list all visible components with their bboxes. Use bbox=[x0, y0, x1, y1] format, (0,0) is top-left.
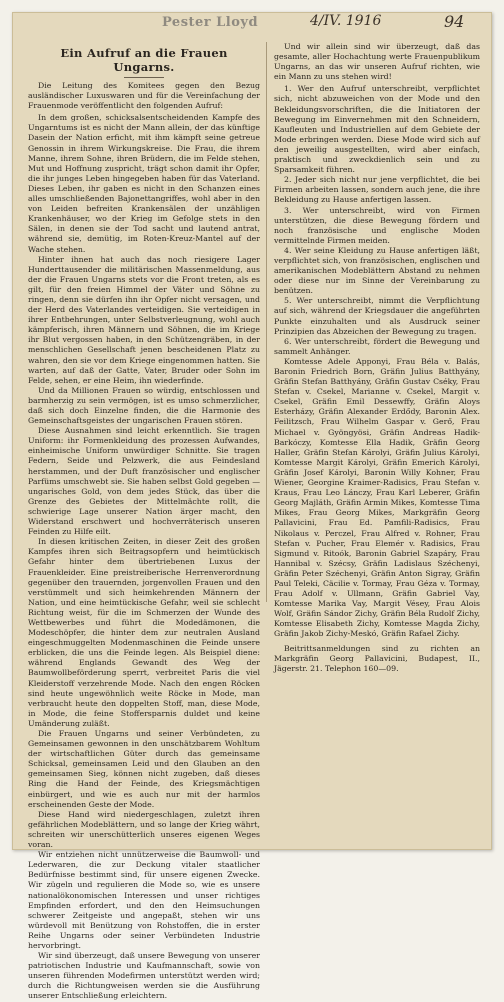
handwritten-date: 4/IV. 1916 bbox=[310, 13, 382, 29]
registration-note: Beitrittsanmeldungen sind zu richten an Markgräfin Georg Pallavicini, Budapest, II., Jägerstr. 21. Telephon 160—09. bbox=[274, 643, 480, 673]
article-paragraph: Hinter ihnen hat auch das noch riesigere Lager Hunderttausender die militärischen Massenmeldung, aus der die Frauen Ungarns stets vor die Front treten, als es gilt, für den freien Himmel der Väter und Söhne zu ringen, denn sie dürfen ihn ihr Opfer nicht versagen, und der Herd des Vaterlandes verteidigen. Sie verteidigen in ihrer Entbehrungen, unter Selbstverleugnung, wohl auch kämpferisch, ihren Männern und Söhnen, die im Kriege ihr Blut vergossen haben, in den Schützengräben, in der menschlichen Gesellschaft jenen bescheidenen Platz zu wahren, den sie vor dem Kriege eingenommen hatten. Sie warten, auf daß der Gatte, Vater, Bruder oder Sohn im Felde, sehen, er eine Heim, ihn wiederfinde. bbox=[28, 254, 260, 385]
pledge-point: 2. Jeder sich nicht nur jene verpflichtet, die bei Firmen arbeiten lassen, sondern auch jene, die ihre Bekleidung zu Hause anfertigen lassen. bbox=[274, 175, 480, 205]
right-intro: Und wir allein sind wir überzeugt, daß das gesamte, aller Hochachtung werte Frauenpublikum Ungarns, an das wir unseren Aufruf richten, wie ein Mann zu uns stehen wird! bbox=[274, 42, 480, 82]
article-paragraph: Diese Ausnahmen sind leicht erkenntlich. Sie tragen Uniform: ihr Formenkleidung des prozessen Aufwandes, einheimische Uniform unwürdiger Schnitte. Sie tragen Federn, Seide und Pelzwerk, die aus Feindesland herstammen, und der Duft französischer und englischer Parfüms umschwebt sie. Sie haben selbst Gold gegeben — ungarisches Gold, von dem jedes Stück, das über die Grenze des Gebietes der Mittelmächte rollt, die schwierige Lage unserer Nation ärger macht, den Widerstand erschwert und hochverräterisch unseren Feinden zu Hilfe eilt. bbox=[28, 426, 260, 537]
pledge-point: 6. Wer unterschreibt, fördert die Bewegung und sammelt Anhänger. bbox=[274, 336, 480, 356]
article-paragraph: Die Frauen Ungarns und seiner Verbündeten, zu Gemeinsamen gewonnen in den unschätzbarem Wohltum der wirtschaftlichen Güter durch das gemeinsame Schicksal, gemeinsamen Leid und den Glauben an den gemeinsamen Sieg, können nicht zugeben, daß dieses Ring die Hand der Feinde, des Kriegsmächtigen einbürgert, und wie es auch nur mit der harmlos erscheinenden Geste der Mode. bbox=[28, 729, 260, 809]
pledge-point: 1. Wer den Aufruf unterschreibt, verpflichtet sich, nicht abzuweichen von der Mode und den Bekleidungsvorschriften, die die Initiatoren der Bewegung im Einvernehmen mit den Schneidern, Kaufleuten und Industriellen auf dem Gebiete der Mode erbringen werden. Diese Mode wird sich auf den jeweilig ausgestellten, wird aber einfach, praktisch und zweckdienlich sein und zu Sparsamkeit führen. bbox=[274, 84, 480, 175]
article-paragraph: In diesen kritischen Zeiten, in dieser Zeit des großen Kampfes ihren sich Beitragsopfern und heimtückisch Gefahr hinter dem übertriebenen Luxus der Frauenkleider. Eine preistreiberische Herrenverordnung gegenüber den trauernden, jorgenvollen Frauen und den verstümmelt und sich heimkehrenden Männern der Nation, und eine heimtückische Gefahr, weil sie schlecht Richtung weist, für die im Schmerzen der Wunde des Wettbewerbes und führt die Modedämonen, die Modeschöpfer, die hinter dem zur neutralen Ausland eingeschmuggelten Modenmaschinen die Feinde unsere erblicken, die uns die Feinde legen. Als Beispiel diene: während Englands Gewandt des Weg der Baumwollbeförderung sperrt, verbreitet Paris die viel Kleiderstoff verzehrende Mode. Nach den engen Röcken sind heute ungewöhnlich weite Röcke in Mode, man verbraucht heute den doppelten Stoff, man, diese Mode, in Mode, die feine Stoffersparnis duldet und keine Umänderung zuläßt. bbox=[28, 537, 260, 728]
article-title: Ein Aufruf an die Frauen Ungarns. bbox=[60, 46, 228, 74]
left-column bbox=[28, 42, 260, 1001]
right-column bbox=[274, 42, 480, 673]
title-rule bbox=[124, 77, 164, 78]
article-paragraph: Wir sind überzeugt, daß unsere Bewegung von unserer patriotischen Industrie und Kaufmannschaft, sowie von unseren führenden Modefirmen unterstützt werden wird; durch die Richtungweisen werden sie die Ausführung unserer Entschließung erleichtern. bbox=[28, 951, 260, 1001]
article-paragraph: In dem großen, schicksalsentscheidenden Kampfe des Ungarntums ist es nicht der Mann allein, der das künftige Dasein der Nation erficht, mit ihm kämpft seine getreue Genossin in ihrem Wirkungskreise. Die Frau, die ihrem Manne, ihrem Sohne, ihren Brüdern, die im Felde stehen, Mut und Hoffnung zuspricht, trägt schon damit ihr Opfer, die ihr junges Leben hingegeben haben für das Vaterland. Dieses Leben, ihr gaben es nicht in den Schanzen eines alles umschließenden Bajonettangriffes, wohl aber in den von Leiden befreiten Krankensälen der unzähligen Krankenhäuser, wo der Krieg im Gefolge stets in den Sälen, in denen sie der Tod sacht und lautend antrat, während sie, demütig, im Roten-Kreuz-Mantel auf der Wache stehen. bbox=[28, 113, 260, 254]
pledge-point: 5. Wer unterschreibt, nimmt die Verpflichtung auf sich, während der Kriegsdauer die angeführten Punkte einzuhalten und als Ausdruck seiner Prinzipien das Abzeichen der Bewegung zu tragen. bbox=[274, 296, 480, 336]
pledge-point: 4. Wer seine Kleidung zu Hause anfertigen läßt, verpflichtet sich, von französischen, englischen und amerikanischen Modeblättern Abstand zu nehmen oder diese nur im Sinne der Vereinbarung zu benützen. bbox=[274, 245, 480, 296]
clipping-header bbox=[12, 12, 492, 38]
handwritten-page-number: 94 bbox=[444, 12, 465, 31]
article-paragraph: Wir entziehen nicht unnützerweise die Baumwoll- und Lederwaren, die zur Deckung vitaler staatlicher Bedürfnisse bestimmt sind, für unsere eigenen Zwecke. Wir zügeln und regulieren die Mode so, wie es unsere nationalökonomischen Interessen und unser richtiges Empfinden erfordert, und den den Heimsuchungen schwerer Zeitgeiste und angepaßt, stehen wir uns würdevoll mit Benützung von Rohstoffen, die in erster Reihe Ungarns oder seiner Verbündeten Industrie hervorbringt. bbox=[28, 850, 260, 950]
signatories-list: Komtesse Adele Apponyi, Frau Béla v. Balás, Baronin Friedrich Born, Gräfin Julius Batthyány, Gräfin Stefan Batthyány, Gräfin Gustav Cséky, Frau Stefan v. Csekel, Marianne v. Csekel, Margit v. Csekel, Gräfin Emil Dessewffy, Gräfin Aloys Esterházy, Gräfin Alexander Erdődy, Baronin Alex. Feilitzsch, Frau Wilhelm Gaspar v. Gerő, Frau Michael v. Gyöngyösi, Gräfin Andreas Hadik-Barkóczy, Komtesse Ella Hadik, Gräfin Georg Haller, Gräfin Stefan Károlyi, Gräfin Julius Károlyi, Komtesse Margit Károlyi, Gräfin Emerich Károlyi, Gräfin Josef Károlyi, Baronin Willy Kohner, Frau Wiener, Georgine Kraimer-Radisics, Frau Stefan v. Kraus, Frau Leo Lánczy, Frau Karl Leberer, Gräfin Georg Majláth, Gräfin Armin Mikes, Komtesse Tima Mikes, Frau Georg Mikes, Markgräfin Georg Pallavicini, Frau Ed. Pamfili-Radisics, Frau Nikolaus v. Perczel, Frau Alfred v. Rohner, Frau Stefan v. Pucher, Frau Elemér v. Radisics, Frau Sigmund v. Ritoók, Baronin Gabriel Szapáry, Frau Hannibal v. Szécsy, Gräfin Ladislaus Széchenyi, Gräfin Peter Széchenyi, Gräfin Anton Sigray, Gräfin Paul Teleki, Cäcilie v. Tormay, Frau Géza v. Tormay, Frau Adolf v. Ullmann, Gräfin Gabriel Vay, Komtesse Marika Vay, Margit Vésey, Frau Alois Wolf, Gräfin Sándor Zichy, Gräfin Béla Rudolf Zichy, Komtesse Elisabeth Zichy, Komtesse Magda Zichy, Gräfin Jakob Zichy-Meskó, Gräfin Rafael Zichy. bbox=[274, 356, 480, 639]
article-paragraph: Diese Hand wird niedergeschlagen, zuletzt ihren gefährlichen Modeblättern, und so lange der Krieg währt, schreiten wir unerschütterlich unseres eigenen Weges voran. bbox=[28, 809, 260, 850]
newspaper-clipping bbox=[12, 12, 492, 1001]
article-paragraph: Und da Millionen Frauen so würdig, entschlossen und barmherzig zu sein vermögen, ist es umso schmerzlicher, daß sich doch Einzelne finden, die die Harmonie des Gemeinschaftsgeistes der ungarischen Frauen stören. bbox=[28, 385, 260, 426]
column-divider bbox=[266, 42, 267, 602]
newspaper-name: Pester Lloyd bbox=[162, 15, 259, 30]
pledge-point: 3. Wer unterschreibt, wird von Firmen unterstützen, die diese Bewegung fördern und noch französische und englische Moden vermittelnde Firmen meiden. bbox=[274, 205, 480, 245]
article-intro: Die Leitung des Komitees gegen den Bezug ausländischer Luxuswaren und für die Vereinfachung der Frauenmode veröffentlicht den folgenden Aufruf: bbox=[28, 81, 260, 111]
